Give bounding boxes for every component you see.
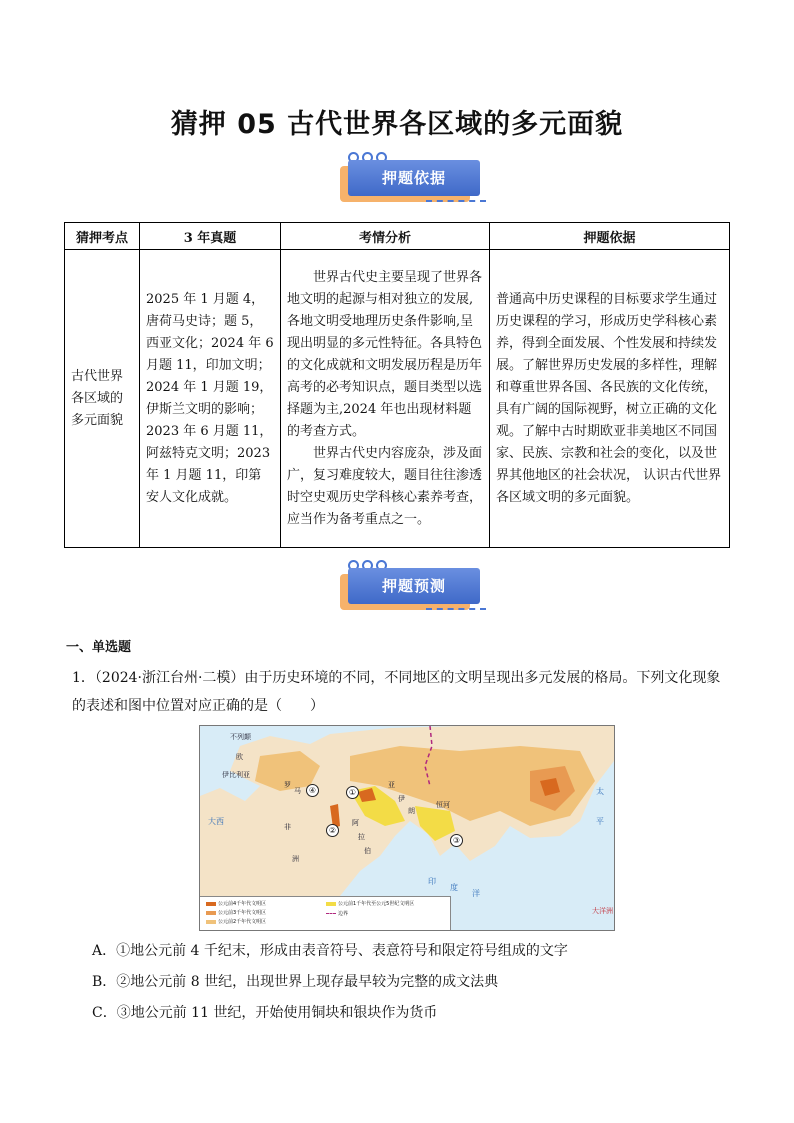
ring-decoration-icon [348, 148, 390, 160]
legend-item [206, 918, 266, 925]
legend-label: 公元前2千年代文明区 [218, 919, 267, 925]
legend-item [206, 909, 266, 916]
legend-swatch [206, 902, 216, 906]
map-marker-4: ④ [306, 784, 319, 797]
header-basis: 押题依据 [490, 223, 730, 250]
table-row [65, 250, 730, 548]
legend-swatch [206, 920, 216, 924]
civilization-map [199, 725, 615, 931]
legend-label: 公元前4千年代文明区 [218, 901, 267, 907]
legend-label: 边界 [338, 911, 349, 917]
question-stem: 1．（2024·浙江台州·二模）由于历史环境的不同，不同地区的文明呈现出多元发展的格局。下列文化现象的表述和图中位置对应正确的是（ ） [72, 670, 721, 714]
map-label: 大洋洲 [592, 907, 613, 915]
map-label: 恒河 [436, 801, 450, 809]
map-label: 亚 [388, 781, 395, 789]
map-label: 度 [450, 883, 458, 892]
legend-label: 公元前3千年代文明区 [218, 910, 267, 916]
map-label: 阿 [352, 819, 359, 827]
map-label: 洲 [292, 855, 299, 863]
legend-swatch [326, 902, 336, 906]
exam-info-table [64, 222, 730, 548]
map-label: 不列颠 [230, 733, 251, 741]
legend-item [206, 900, 266, 907]
legend-swatch [326, 913, 336, 914]
map-label: 洋 [472, 889, 480, 898]
map-label: 伊比利亚 [222, 771, 250, 779]
cell-exams: 2025 年 1 月题 4，唐荷马史诗；题 5，西亚文化；2024 年 6 月题 11，印加文明；2024 年 1 月题 19，伊斯兰文明的影响；2023 年 6 月题 11，阿兹特克文明；2023 年 1 月题 11，印第安人文化成就。 [140, 250, 281, 548]
table-header-row [65, 223, 730, 250]
option-b: B．②地公元前 8 世纪，出现世界上现存最早较为完整的成文法典 [92, 974, 499, 990]
page-title: 猜押 05 古代世界各区域的多元面貌 [170, 109, 624, 140]
map-label: 马 [294, 787, 301, 795]
map-label: 大西 [208, 817, 224, 826]
map-label: 平 [596, 817, 604, 826]
map-label: 朗 [408, 807, 415, 815]
banner-prediction [326, 556, 486, 616]
map-label: 印 [428, 877, 436, 886]
legend-item [326, 900, 414, 907]
map-legend [200, 896, 451, 931]
map-marker-3: ③ [450, 834, 463, 847]
header-exams: 3 年真题 [140, 223, 281, 250]
option-c: C．③地公元前 11 世纪，开始使用铜块和银块作为货币 [92, 1005, 438, 1021]
banner-basis [326, 148, 486, 208]
analysis-paragraph-2: 世界古代史内容庞杂，涉及面广，复习难度较大，题目往往渗透时空史观历史学科核心素养考查，应当作为备考重点之一。 [287, 445, 483, 527]
map-marker-1: ① [346, 786, 359, 799]
map-label: 欧 [236, 753, 243, 761]
cell-basis: 普通高中历史课程的目标要求学生通过历史课程的学习，形成历史学科核心素养，得到全面发展、个性发展和持续发展。了解世界历史发展的多样性，理解和尊重世界各国、各民族的文化传统，具有广阔的国际视野，树立正确的文化观。了解中古时期欧亚非美地区不同国家、民族、宗教和社会的变化，以及世界其他地区的社会状况， 认识古代世界各区域文明的多元面貌。 [490, 250, 730, 548]
legend-item [326, 910, 348, 917]
map-label: 非 [284, 823, 291, 831]
map-label: 罗 [284, 781, 291, 789]
analysis-paragraph-1: 世界古代史主要呈现了世界各地文明的起源与相对独立的发展,各地文明受地理历史条件影响,呈现出明显的多元性特征。各具特色的文化成就和文明发展历程是历年高考的必考知识点，题目类型以选择题为主,2024 年也出现材料题的考查方式。 [287, 269, 483, 439]
map-label: 太 [596, 787, 604, 796]
map-label: 伊 [398, 795, 405, 803]
header-topic: 猜押考点 [65, 223, 140, 250]
cell-topic: 古代世界各区域的多元面貌 [65, 250, 140, 548]
option-a: A．①地公元前 4 千纪末，形成由表音符号、表意符号和限定符号组成的文字 [92, 943, 568, 959]
banner-basis-label: 押题依据 [348, 160, 480, 196]
section-heading: 一、单选题 [66, 640, 132, 655]
map-label: 拉 [358, 833, 365, 841]
cell-analysis [281, 250, 490, 548]
map-label: 伯 [364, 847, 371, 855]
header-analysis: 考情分析 [281, 223, 490, 250]
legend-label: 公元前1千年代至公元5世纪文明区 [338, 901, 415, 907]
map-marker-2: ② [326, 824, 339, 837]
banner-dash [426, 200, 486, 202]
banner-dash [426, 608, 486, 610]
ring-decoration-icon [348, 556, 390, 568]
banner-prediction-label: 押题预测 [348, 568, 480, 604]
legend-swatch [206, 911, 216, 915]
